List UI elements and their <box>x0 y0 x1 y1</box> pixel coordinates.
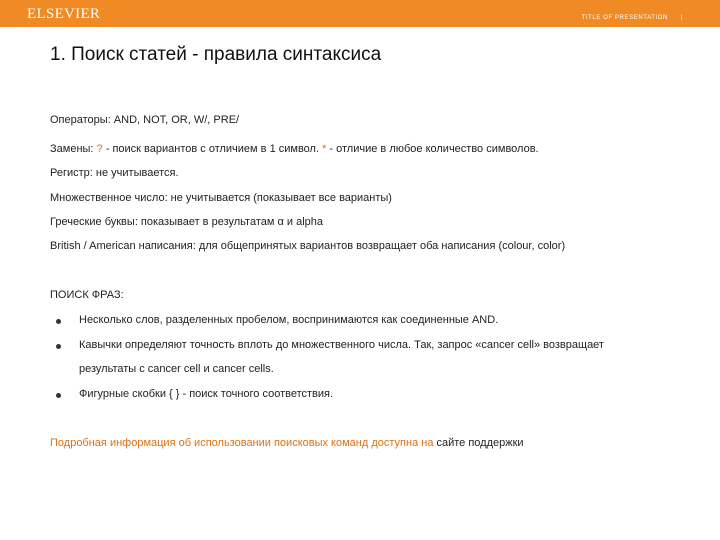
plural-label: Множественное число <box>50 192 165 204</box>
bullet-dot <box>56 344 61 349</box>
phrase-bullet-2: Кавычки определяют точность вплоть до множественного числа. Так, запрос «cancer cell» возвращает <box>79 339 604 351</box>
star-symbol: * <box>322 143 327 155</box>
question-text: - поиск вариантов с отличием в 1 символ. <box>102 143 323 155</box>
greek-text: : показывает в результатам α и <box>134 216 297 228</box>
header-bar <box>0 0 720 27</box>
phrase-search-colon: : <box>120 289 124 301</box>
register-line <box>50 167 179 179</box>
register-label: Регистр <box>50 167 90 179</box>
phrase-search-title: ПОИСК ФРАЗ <box>50 289 121 301</box>
greek-label: Греческие буквы <box>50 216 135 228</box>
operators-line <box>50 114 239 126</box>
phrase-search-heading <box>50 289 124 301</box>
spelling-line <box>50 240 565 252</box>
spelling-label: British / American написания <box>50 240 193 252</box>
register-text: : не учитывается. <box>89 167 179 179</box>
slide-title: 1. Поиск статей - правила синтаксиса <box>50 44 382 65</box>
page-marker: | <box>680 15 682 21</box>
presentation-title: TITLE OF PRESENTATION <box>581 15 668 21</box>
replacements-label: Замены: <box>50 143 94 155</box>
question-symbol: ? <box>96 143 103 155</box>
footer-note <box>50 437 524 449</box>
plural-line <box>50 192 392 204</box>
phrase-bullet-1: Несколько слов, разделенных пробелом, воспринимаются как соединенные AND. <box>79 314 499 326</box>
bullet-dot <box>56 319 61 324</box>
support-link[interactable]: сайте поддержки <box>436 437 524 449</box>
elsevier-logo: ELSEVIER <box>27 6 101 22</box>
replacements-line <box>50 143 539 155</box>
spelling-text: : для общепринятых вариантов возвращает оба написания (colour, color) <box>192 240 566 252</box>
star-text: - отличие в любое количество символов. <box>326 143 539 155</box>
operators-text: : AND, NOT, OR, W/, PRE/ <box>107 114 240 126</box>
greek-alpha: alpha <box>296 216 324 228</box>
bullet-dot <box>56 393 61 398</box>
footer-note-text: Подробная информация об использовании поисковых команд доступна на <box>50 437 437 449</box>
phrase-bullet-2-continuation: результаты с cancer cell и cancer cells. <box>79 363 274 375</box>
greek-line <box>50 216 323 228</box>
plural-text: : не учитывается (показывает все варианты) <box>164 192 392 204</box>
phrase-bullet-3: Фигурные скобки { } - поиск точного соответствия. <box>79 388 334 400</box>
operators-label: Операторы <box>50 114 108 126</box>
